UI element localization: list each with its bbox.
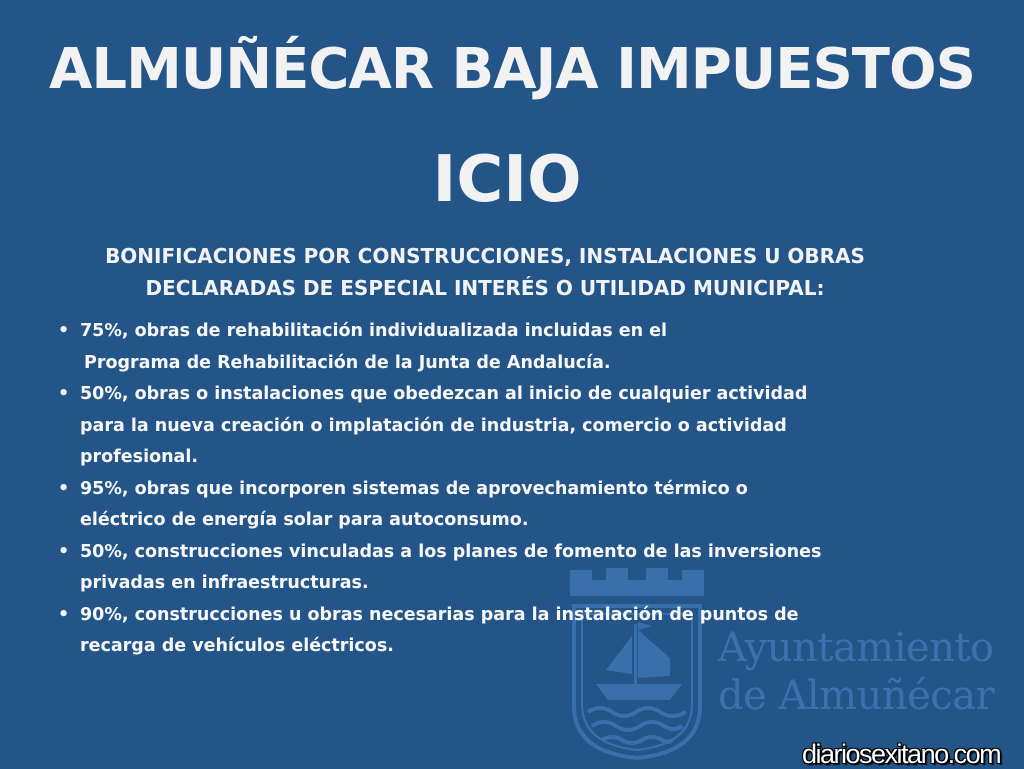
list-item: [52, 474, 982, 537]
logo-line-2: de Almuñécar: [718, 673, 995, 719]
list-item: [52, 537, 982, 600]
list-item-line: profesional.: [80, 447, 199, 467]
bullet-icon: •: [58, 321, 70, 341]
list-item-line: recarga de vehículos eléctricos.: [80, 636, 394, 656]
main-title: ALMUÑÉCAR BAJA IMPUESTOS: [49, 37, 975, 102]
subtitle: ICIO: [432, 143, 582, 217]
heading-line-1: BONIFICACIONES POR CONSTRUCCIONES, INSTALACIONES U OBRAS: [105, 244, 865, 268]
list-item: [52, 600, 982, 663]
bullet-icon: •: [58, 478, 70, 499]
list-item: [52, 316, 982, 379]
list-item-line: 50%, obras o instalaciones que obedezcan al inicio de cualquier actividad: [80, 384, 808, 404]
watermark: diariosexitano.com: [802, 739, 1001, 769]
section-heading: [30, 240, 940, 304]
bullet-icon: •: [58, 541, 70, 562]
list-item-line: 50%, construcciones vinculadas a los planes de fomento de las inversiones: [80, 541, 822, 562]
list-item-line: eléctrico de energía solar para autoconsumo.: [80, 510, 529, 530]
list-item-line: para la nueva creación o implatación de industria, comercio o actividad: [80, 415, 787, 436]
list-item: [52, 379, 982, 474]
list-item-line: privadas en infraestructuras.: [80, 573, 369, 593]
heading-line-2: DECLARADAS DE ESPECIAL INTERÉS O UTILIDAD MUNICIPAL:: [145, 276, 825, 300]
bullet-icon: •: [58, 384, 70, 404]
list-item-line: 75%, obras de rehabilitación individualizada incluidas en el: [80, 321, 668, 341]
logo-line-1: Ayuntamiento: [718, 625, 994, 671]
bonus-list: [52, 316, 982, 663]
list-item-line: Programa de Rehabilitación de la Junta de Andalucía.: [84, 352, 611, 373]
bullet-icon: •: [58, 604, 70, 625]
list-item-line: 95%, obras que incorporen sistemas de aprovechamiento térmico o: [80, 478, 748, 499]
list-item-line: 90%, construcciones u obras necesarias para la instalación de puntos de: [80, 604, 799, 625]
